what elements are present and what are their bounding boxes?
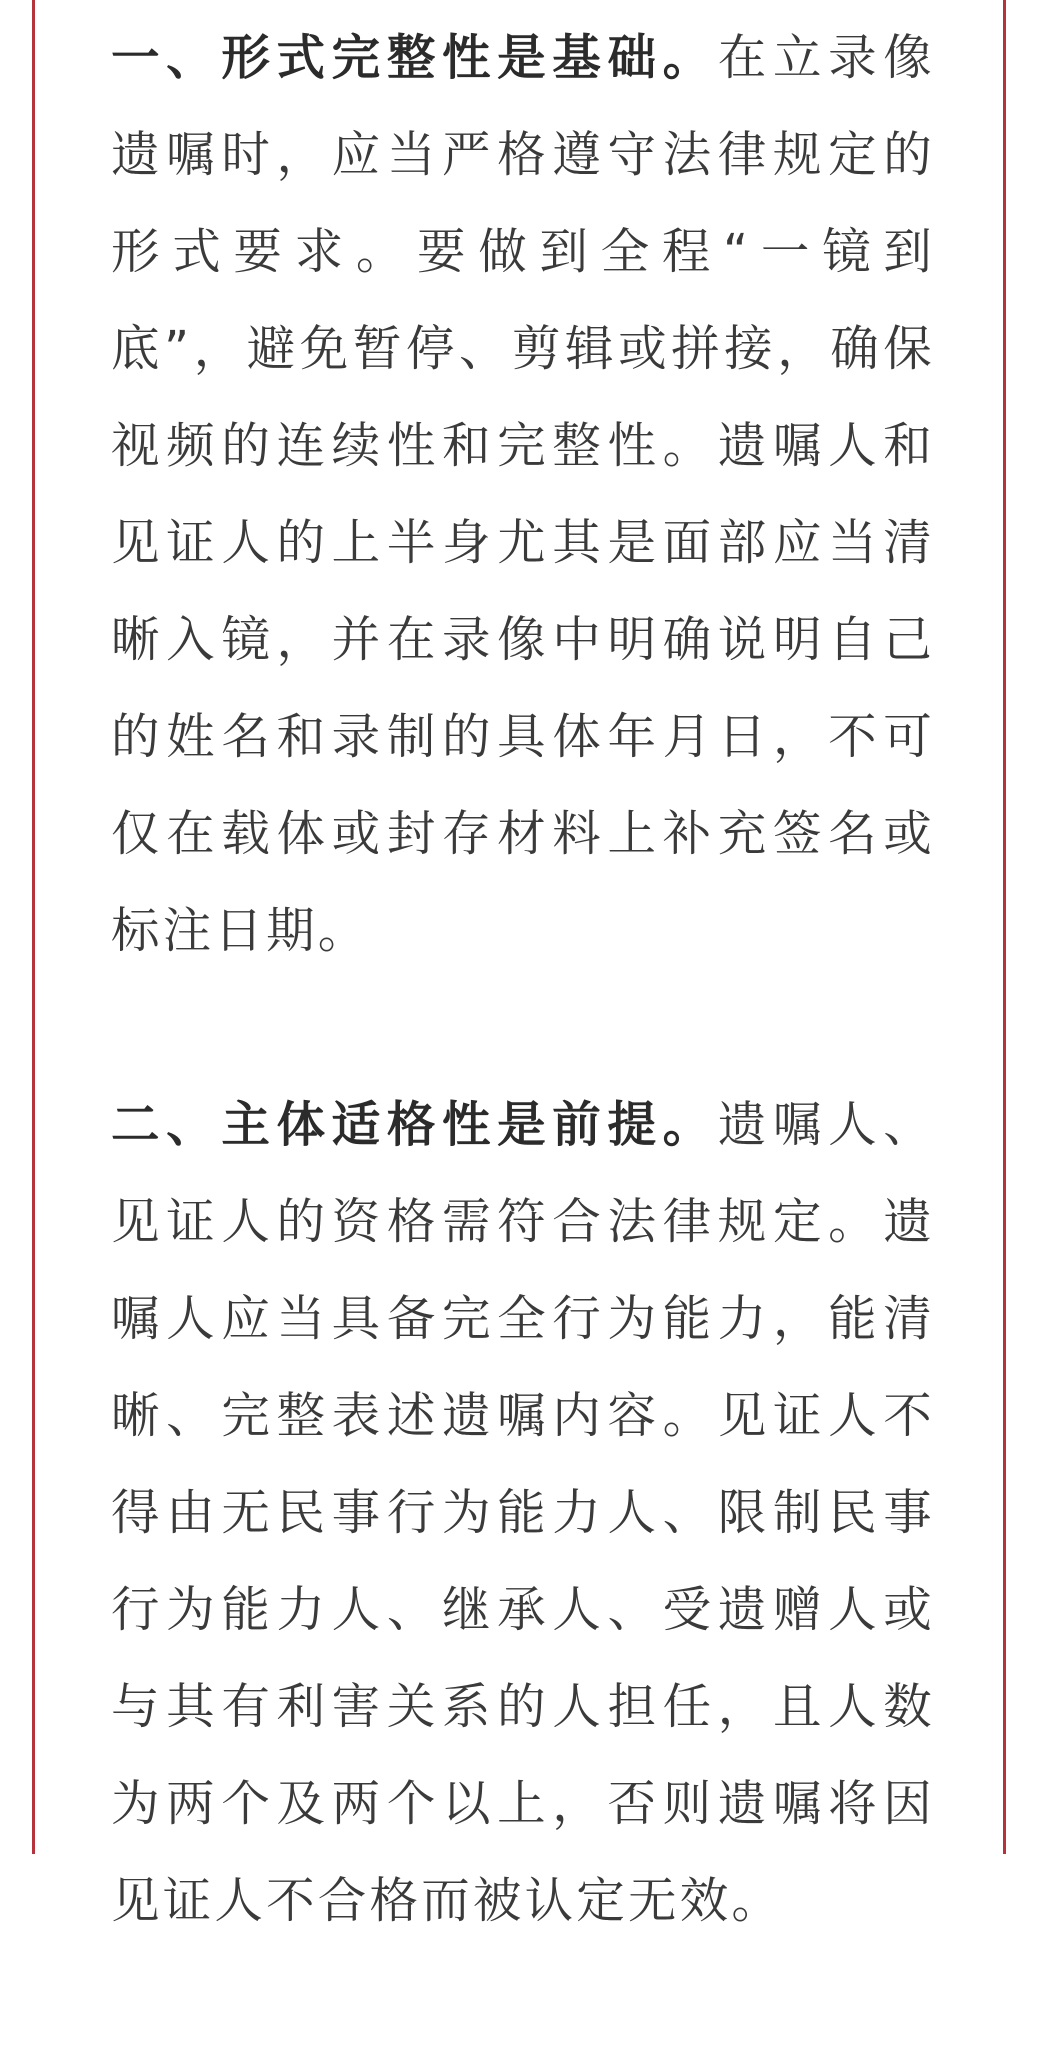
paragraph-form-integrity [111,10,935,980]
article-body [111,10,935,2047]
paragraph-text: 在立录像遗嘱时，应当严格遵守法律规定的形式要求。要做到全程“一镜到底”，避免暂停、剪辑或拼接，确保视频的连续性和完整性。遗嘱人和见证人的上半身尤其是面部应当清晰入镜，并在录像中明确说明自己的姓名和录制的具体年月日，不可仅在载体或封存材料上补充签名或标注日期。 [111,30,935,959]
paragraph-text: 遗嘱人、见证人的资格需符合法律规定。遗嘱人应当具备完全行为能力，能清晰、完整表述遗嘱内容。见证人不得由无民事行为能力人、限制民事行为能力人、继承人、受遗赠人或与其有利害关系的人担任，且人数为两个及两个以上，否则遗嘱将因见证人不合格而被认定无效。 [111,1097,935,1929]
paragraph-heading: 二、主体适格性是前提。 [111,1097,718,1153]
paragraph-heading: 一、形式完整性是基础。 [111,30,718,86]
paragraph-subject-eligibility [111,1077,935,1950]
